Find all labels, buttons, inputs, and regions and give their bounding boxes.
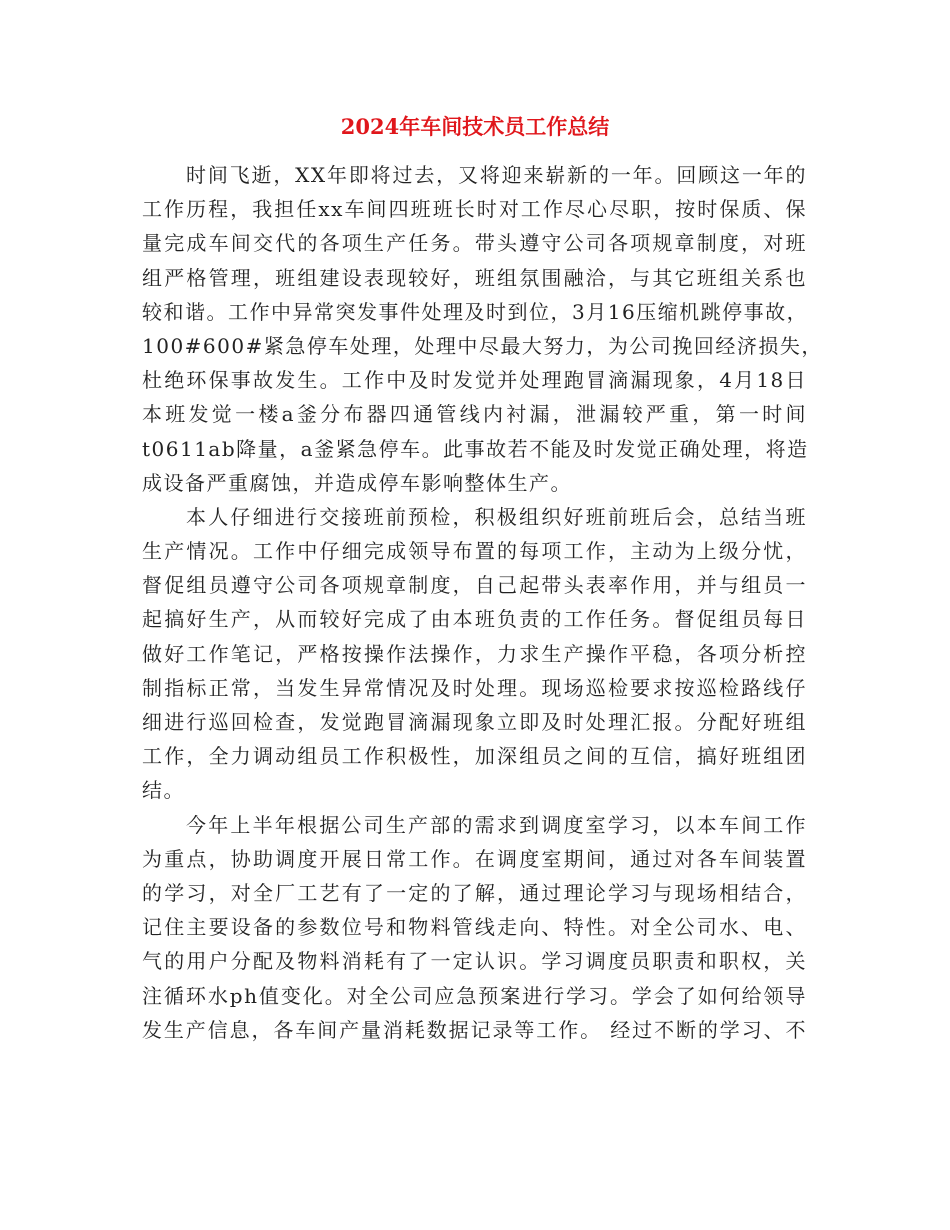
document-body: [142, 158, 823, 1047]
text-line: 制指标正常，当发生异常情况及时处理。现场巡检要求按巡检路线仔: [142, 675, 807, 700]
text-line: 工作，全力调动组员工作积极性，加深组员之间的互信，搞好班组团: [142, 744, 807, 769]
text-line: 本人仔细进行交接班前预检，积极组织好班前班后会，总结当班: [186, 504, 807, 529]
text-line: 工作历程，我担任xx车间四班班长时对工作尽心尽职，按时保质、保: [142, 197, 807, 222]
text-line: 为重点，协助调度开展日常工作。在调度室期间，通过对各车间装置: [142, 846, 807, 871]
text-line: 生产情况。工作中仔细完成领导布置的每项工作，主动为上级分忧，: [142, 539, 807, 564]
text-line: 发生产信息，各车间产量消耗数据记录等工作。 经过不断的学习、不: [142, 1017, 807, 1042]
text-line: 做好工作笔记，严格按操作法操作，力求生产操作平稳，各项分析控: [142, 641, 807, 666]
text-line: 100#600#紧急停车处理，处理中尽最大努力，为公司挽回经济损失，: [142, 333, 823, 358]
text-line: 结。: [142, 778, 185, 803]
paragraph-3: [142, 808, 807, 1047]
text-line: 督促组员遵守公司各项规章制度，自己起带头表率作用，并与组员一: [142, 573, 807, 598]
text-line: 杜绝环保事故发生。工作中及时发觉并处理跑冒滴漏现象，4月18日: [142, 368, 807, 393]
text-line: 成设备严重腐蚀，并造成停车影响整体生产。: [142, 470, 572, 495]
text-line: 注循环水ph值变化。对全公司应急预案进行学习。学会了如何给领导: [142, 983, 807, 1008]
text-line: 起搞好生产，从而较好完成了由本班负责的工作任务。督促组员每日: [142, 607, 807, 632]
paragraph-2: [142, 500, 807, 808]
paragraph-1: [142, 158, 823, 500]
text-line: 量完成车间交代的各项生产任务。带头遵守公司各项规章制度，对班: [142, 231, 807, 256]
text-line: 气的用户分配及物料消耗有了一定认识。学习调度员职责和职权，关: [142, 949, 807, 974]
text-line: 的学习，对全厂工艺有了一定的了解，通过理论学习与现场相结合，: [142, 880, 807, 905]
page-title: 2024年车间技术员工作总结: [340, 114, 610, 139]
text-line: 本班发觉一楼a釜分布器四通管线内衬漏，泄漏较严重，第一时间: [142, 402, 807, 427]
text-line: 较和谐。工作中异常突发事件处理及时到位，3月16压缩机跳停事故，: [142, 299, 809, 324]
text-line: 细进行巡回检查，发觉跑冒滴漏现象立即及时处理汇报。分配好班组: [142, 710, 807, 734]
text-line: t0611ab降量，a釜紧急停车。此事故若不能及时发觉正确处理，将造: [142, 436, 809, 461]
text-line: 今年上半年根据公司生产部的需求到调度室学习，以本车间工作: [186, 812, 807, 837]
text-line: 时间飞逝，XX年即将过去，又将迎来崭新的一年。回顾这一年的: [186, 163, 807, 187]
text-line: 记住主要设备的参数位号和物料管线走向、特性。对全公司水、电、: [142, 915, 807, 940]
text-line: 组严格管理，班组建设表现较好，班组氛围融洽，与其它班组关系也: [142, 265, 807, 290]
